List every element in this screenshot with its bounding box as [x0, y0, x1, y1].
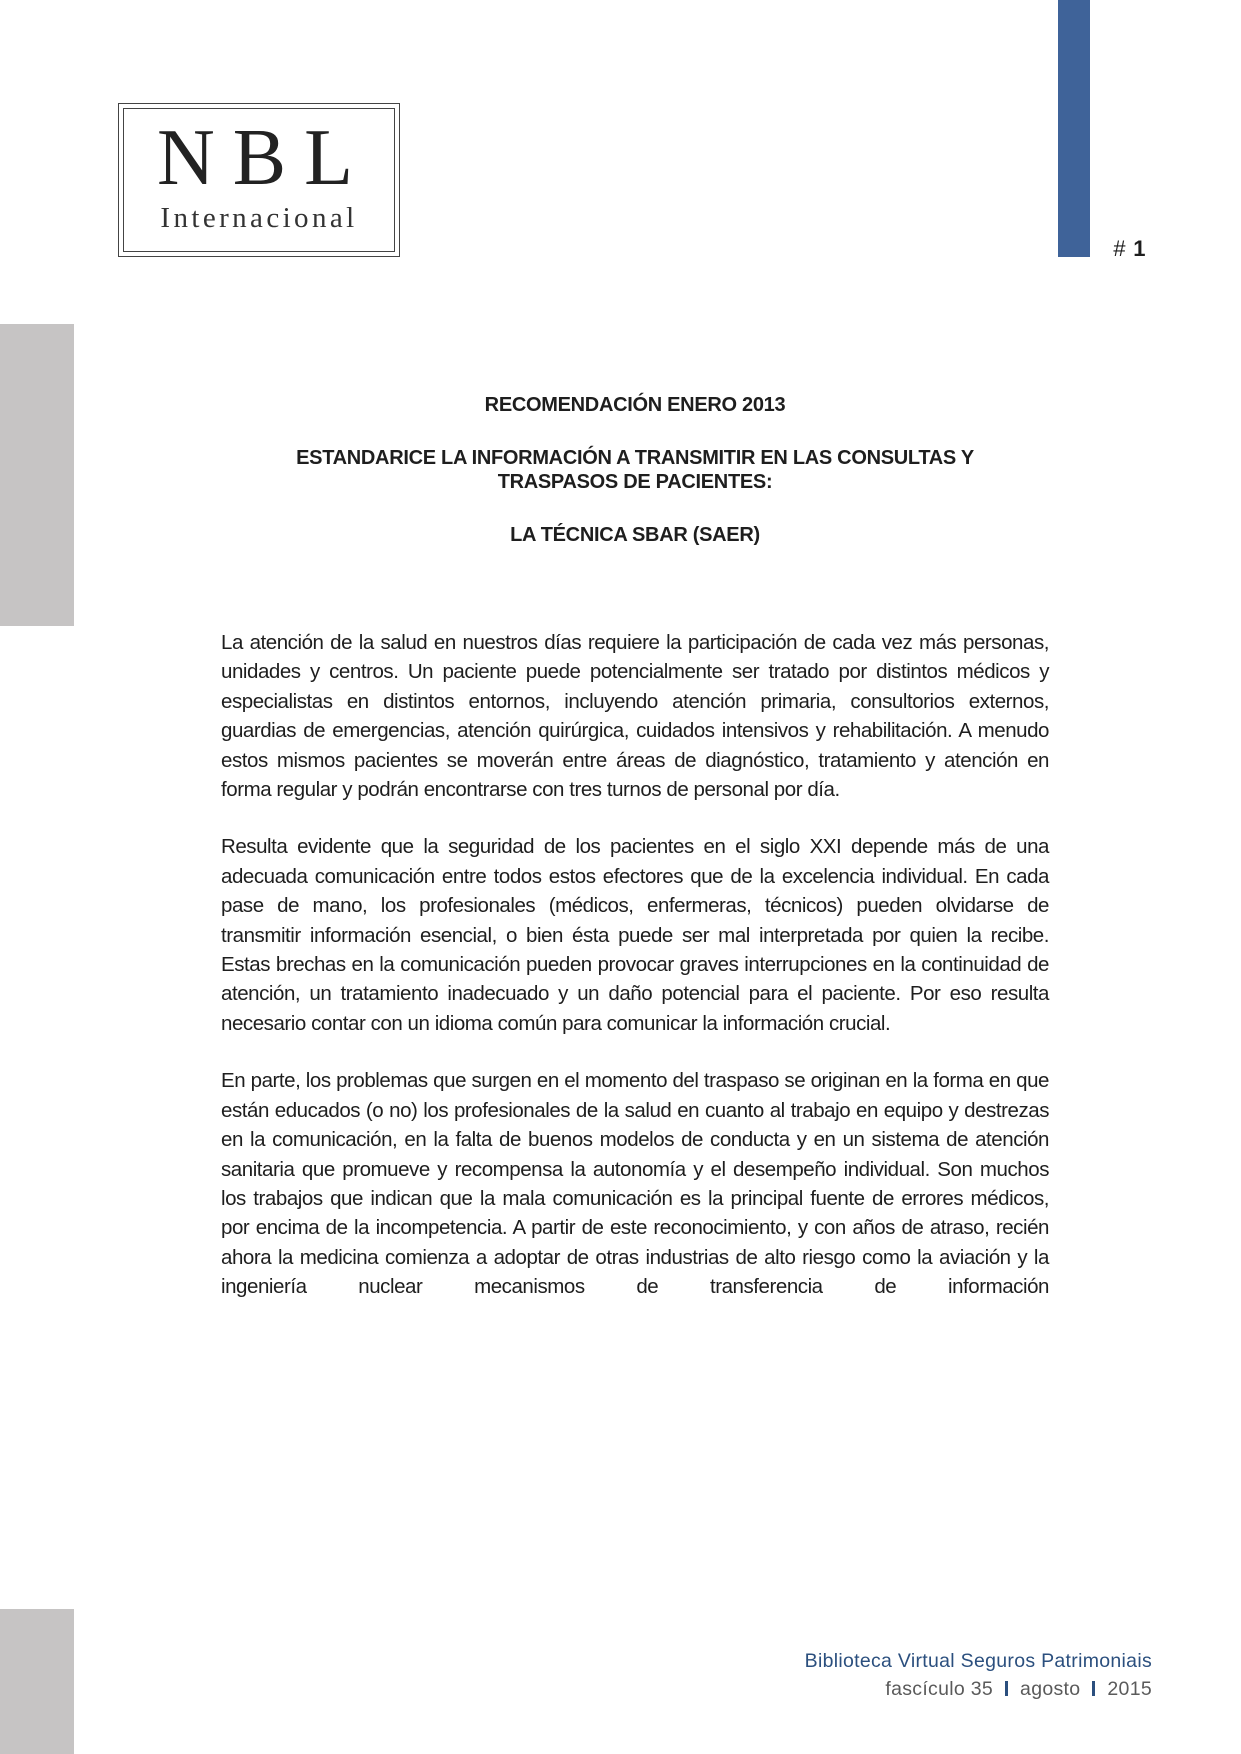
subtitle-line-2: TRASPASOS DE PACIENTES: [497, 471, 773, 493]
page-number-symbol: # [1113, 236, 1126, 261]
paragraph-2: Resulta evidente que la seguridad de los pacientes en el siglo XXI depende más de una adecuada comunicación entre todos estos efectores que de la excelencia individual. En cada pase de mano, los profesionales (médicos, enfermeras, técnicos) pueden olvidarse de transmitir información esencial, o bien ésta puede ser mal interpretada por quien la recibe. Estas brechas en la comunicación pueden provocar graves interrupciones en la continuidad de atención, un tratamiento inadecuado y un daño potencial para el paciente. Por eso resulta necesario contar con un idioma común para comunicar la información crucial. [221, 835, 1049, 1035]
footer-issue-info [885, 1678, 1152, 1701]
technique-heading: LA TÉCNICA SBAR (SAER) [510, 524, 760, 546]
logo-subtitle: Internacional [160, 202, 358, 234]
paragraph-1: La atención de la salud en nuestros días requiere la participación de cada vez más personas, unidades y centros. Un paciente puede potencialmente ser tratado por distintos médicos y especialistas en distintos entornos, incluyendo atención primaria, consultorios externos, guardias de emergencias, atención quirúrgica, cuidados intensivos y rehabilitación. A menudo estos mismos pacientes se moverán entre áreas de diagnóstico, tratamiento y atención en forma regular y podrán encontrarse con tres turnos de personal por día. [221, 631, 1049, 802]
page-number-value: 1 [1133, 236, 1146, 261]
footer-issue: fascículo 35 [885, 1678, 994, 1700]
subtitle-line-1: ESTANDARICE LA INFORMACIÓN A TRANSMITIR EN LAS CONSULTAS Y [296, 447, 974, 469]
page-number [1113, 236, 1146, 262]
paragraph-3: En parte, los problemas que surgen en el momento del traspaso se originan en la forma en que están educados (o no) los profesionales de la salud en cuanto al trabajo en equipo y destrezas en la comunicación, en la falta de buenos modelos de conducta y en un sistema de atención sanitaria que promueve y recompensa la autonomía y el desempeño individual. Son muchos los trabajos que indican que la mala comunicación es la principal fuente de errores médicos, por encima de la incompetencia. A partir de este reconocimiento, y con años de atraso, recién ahora la medicina comienza a adoptar de otras industrias de alto riesgo como la aviación y la ingeniería nuclear mecanismos de transferencia de información [221, 1069, 1049, 1299]
body-text [221, 628, 1049, 1330]
footer-year: 2015 [1107, 1678, 1152, 1700]
side-gray-bar-top [0, 324, 74, 626]
nbl-logo [118, 103, 400, 257]
logo-mark: NBL [157, 114, 371, 202]
document-title: RECOMENDACIÓN ENERO 2013 [484, 394, 786, 416]
footer-separator [1092, 1681, 1095, 1696]
document-subtitle [221, 446, 1049, 494]
accent-blue-bar [1058, 0, 1090, 257]
footer-separator [1005, 1681, 1008, 1696]
side-gray-bar-bottom [0, 1609, 74, 1754]
footer-month: agosto [1020, 1678, 1081, 1700]
footer-publication: Biblioteca Virtual Seguros Patrimoniais [804, 1650, 1152, 1672]
